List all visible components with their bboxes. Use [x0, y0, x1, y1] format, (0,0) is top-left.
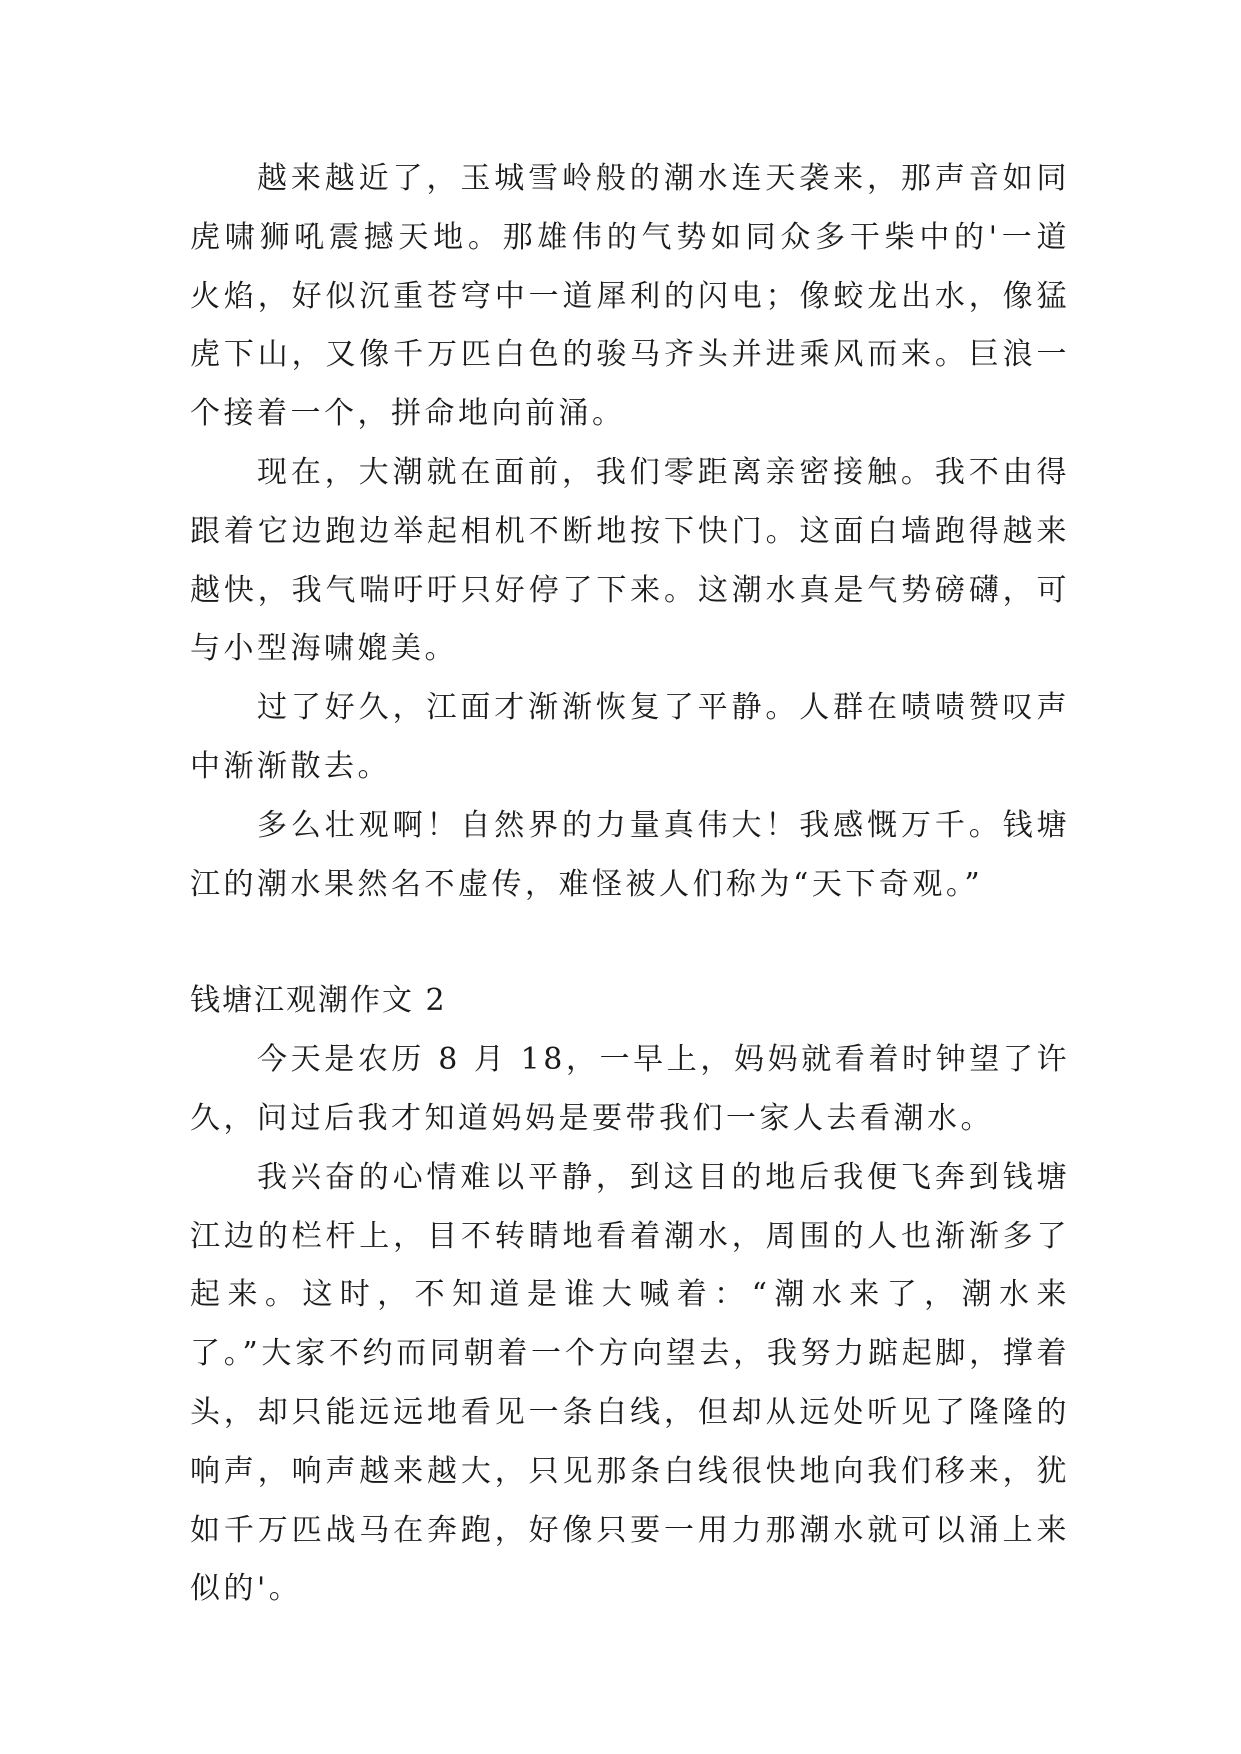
section-heading: 钱塘江观潮作文 2: [190, 983, 447, 1019]
document-page: [190, 150, 1070, 1619]
paragraph: 越来越近了，玉城雪岭般的潮水连天袭来，那声音如同虎啸狮吼震撼天地。那雄伟的气势如同众多干柴中的'一道火焰，好似沉重苍穹中一道犀利的闪电；像蛟龙出水，像猛虎下山，又像千万匹白色的骏马齐头并进乘风而来。巨浪一个接着一个，拼命地向前涌。: [190, 161, 1070, 432]
paragraph: 现在，大潮就在面前，我们零距离亲密接触。我不由得跟着它边跑边举起相机不断地按下快门。这面白墙跑得越来越快，我气喘吁吁只好停了下来。这潮水真是气势磅礴，可与小型海啸媲美。: [190, 454, 1070, 667]
paragraph: 我兴奋的心情难以平静，到这目的地后我便飞奔到钱塘江边的栏杆上，目不转睛地看着潮水，周围的人也渐渐多了起来。这时，不知道是谁大喊着：“潮水来了，潮水来了。”大家不约而同朝着一个方向望去，我努力踮起脚，撑着头，却只能远远地看见一条白线，但却从远处听见了隆隆的响声，响声越来越大，只见那条白线很快地向我们移来，犹如千万匹战马在奔跑，好像只要一用力那潮水就可以涌上来似的'。: [190, 1159, 1070, 1607]
paragraph: 今天是农历 8 月 18，一早上，妈妈就看着时钟望了许久，问过后我才知道妈妈是要带我们一家人去看潮水。: [190, 1042, 1070, 1136]
paragraph: 过了好久，江面才渐渐恢复了平静。人群在啧啧赞叹声中渐渐散去。: [190, 690, 1070, 784]
paragraph: 多么壮观啊！自然界的力量真伟大！我感慨万千。钱塘江的潮水果然名不虚传，难怪被人们称为“天下奇观。”: [190, 807, 1070, 902]
